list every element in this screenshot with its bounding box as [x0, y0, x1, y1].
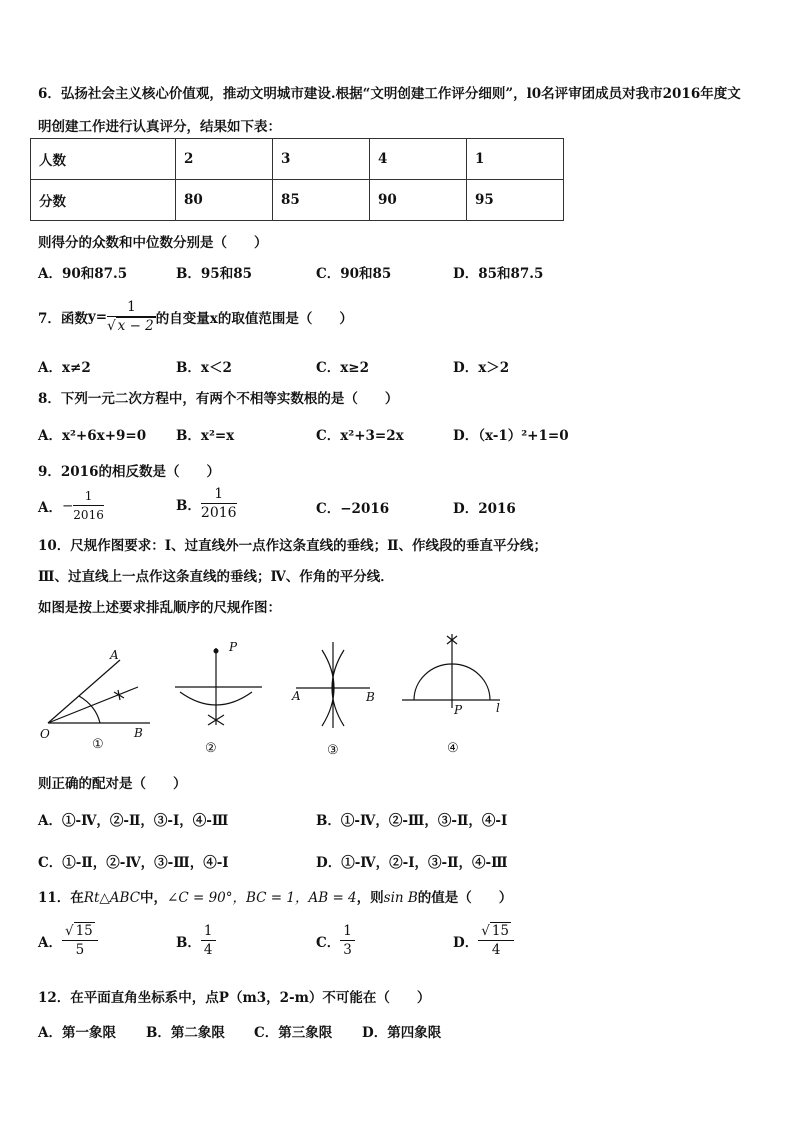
q11-mid1: 中，	[140, 890, 168, 906]
q11-opt-c-fraction	[340, 922, 355, 959]
q11-sin: sin B	[383, 890, 418, 906]
q9-opt-a-fraction	[73, 487, 104, 524]
q7-suffix: 的自变量x的取值范围是（ ）	[155, 310, 353, 327]
fig1-number: ①	[92, 737, 104, 752]
q10-option-a[interactable]: A．①-Ⅳ，②-Ⅱ，③-Ⅰ，④-Ⅲ	[38, 813, 229, 829]
q9-opt-a-sign: −	[61, 497, 74, 514]
q11-option-b[interactable]	[176, 922, 216, 959]
q7-option-c[interactable]: C．x≥2	[316, 360, 369, 376]
q10-text-line3: 如图是按上述要求排乱顺序的尺规作图：	[38, 600, 281, 616]
fig3-label-b: B	[366, 690, 375, 704]
q8-option-c[interactable]: C．x²+3=2x	[316, 428, 404, 444]
q9-opt-b-label: B．	[176, 497, 201, 514]
q7-radicand: x − 2	[117, 318, 154, 334]
q11-opt-d-num-wrap: √ 15	[478, 922, 514, 941]
fig1-cross	[114, 690, 124, 700]
q12-option-b[interactable]: B．第二象限	[146, 1025, 225, 1041]
q9-opt-a-label: A．	[38, 499, 62, 516]
q10-text-line1: 10．尺规作图要求：Ⅰ、过直线外一点作这条直线的垂线；Ⅱ、作线段的垂直平分线；	[38, 538, 547, 554]
q12-option-c[interactable]: C．第三象限	[254, 1025, 333, 1041]
q10-option-d[interactable]: D．①-Ⅳ，②-Ⅰ，③-Ⅱ，④-Ⅲ	[316, 855, 508, 871]
q11-opt-c-label: C．	[316, 934, 341, 951]
q7-question	[38, 298, 353, 335]
q11-option-c[interactable]	[316, 922, 355, 959]
table-cell: 4	[370, 139, 467, 180]
fig4-label-l: l	[496, 701, 500, 715]
q6-option-b[interactable]: B．95和85	[176, 266, 252, 282]
fig1-label-b: B	[134, 726, 143, 740]
q11-opt-a-label: A．	[38, 934, 62, 951]
q11-prefix: 11．在	[38, 890, 84, 906]
q11-option-a[interactable]	[38, 922, 98, 959]
fig3-number: ③	[327, 743, 339, 758]
table-cell: 人数	[31, 139, 176, 180]
q7-option-a[interactable]: A．x≠2	[38, 360, 91, 376]
q11-opt-b-fraction	[201, 922, 216, 959]
q10-text-line2: Ⅲ、过直线上一点作这条直线的垂线；Ⅳ、作角的平分线．	[38, 569, 394, 585]
table-cell: 80	[176, 180, 273, 221]
q12-option-a[interactable]: A．第一象限	[38, 1025, 116, 1041]
fig1-ray-oa	[48, 660, 120, 723]
table-cell: 85	[273, 180, 370, 221]
q6-text-line2: 明创建工作进行认真评分，结果如下表：	[38, 119, 281, 135]
q11-opt-c-num: 1	[340, 922, 355, 941]
q10-option-c[interactable]: C．①-Ⅱ，②-Ⅳ，③-Ⅲ，④-Ⅰ	[38, 855, 229, 871]
q8-option-b[interactable]: B．x²=x	[176, 428, 235, 444]
q9-option-d[interactable]: D．2016	[453, 501, 516, 517]
fig2-label-p: P	[229, 640, 238, 654]
q10-option-b[interactable]: B．①-Ⅳ，②-Ⅲ，③-Ⅱ，④-Ⅰ	[316, 813, 508, 829]
table-cell: 2	[176, 139, 273, 180]
q7-frac-den: √ x − 2	[107, 318, 154, 334]
q11-opt-d-num: 15	[491, 923, 510, 939]
q11-triangle: Rt△ABC	[83, 890, 141, 906]
q11-opt-a-den: 5	[75, 942, 85, 958]
fig4-label-p: P	[454, 703, 463, 717]
q6-text-line1: 6．弘扬社会主义核心价值观，推动文明城市建设.根据“文明创建工作评分细则”，l0名评审团成员对我市2016年度文	[38, 86, 741, 102]
q7-option-b[interactable]: B．x＜2	[176, 360, 232, 376]
fig1-bisector	[48, 687, 138, 723]
q7-option-d[interactable]: D．x＞2	[453, 360, 510, 376]
q9-opt-b-den: 2016	[200, 505, 237, 521]
fig2-number: ②	[205, 741, 217, 756]
q10-question: 则正确的配对是（ ）	[38, 776, 187, 792]
q11-conditions: ∠C = 90°，BC = 1，AB = 4	[167, 890, 357, 906]
fig1-label-o: O	[40, 727, 50, 741]
q7-fraction	[107, 298, 156, 335]
q11-question	[38, 886, 512, 906]
q9-option-a[interactable]	[38, 487, 104, 524]
q9-option-b[interactable]	[176, 485, 237, 522]
fig4-number: ④	[447, 741, 459, 756]
fig3-label-a: A	[292, 689, 301, 703]
q6-option-c[interactable]: C．90和85	[316, 266, 392, 282]
table-cell: 90	[370, 180, 467, 221]
fig2-point-p	[214, 649, 219, 654]
q11-opt-b-num: 1	[201, 922, 216, 941]
table-row	[31, 139, 564, 180]
q6-option-d[interactable]: D．85和87.5	[453, 266, 544, 282]
q6-question: 则得分的众数和中位数分别是（ ）	[38, 235, 268, 251]
q11-opt-a-num-wrap: √ 15	[62, 922, 98, 941]
q9-opt-b-num: 1	[201, 485, 237, 504]
fig1-label-a: A	[110, 648, 119, 662]
q8-option-d[interactable]: D．（x-1）²+1=0	[453, 428, 569, 444]
q9-question: 9．2016的相反数是（ ）	[38, 464, 220, 480]
q11-option-d[interactable]	[453, 922, 514, 959]
q9-opt-a-num: 1	[73, 487, 104, 506]
q7-frac-num: 1	[107, 298, 156, 317]
table-cell: 95	[467, 180, 564, 221]
q11-mid2: ，则	[356, 890, 384, 906]
q9-option-c[interactable]: C．−2016	[316, 501, 390, 517]
q9-opt-b-fraction	[201, 485, 237, 522]
q8-question: 8．下列一元二次方程中，有两个不相等实数根的是（ ）	[38, 391, 399, 407]
q12-option-d[interactable]: D．第四象限	[362, 1025, 442, 1041]
q11-opt-d-fraction	[478, 922, 514, 959]
q11-opt-d-label: D．	[453, 934, 479, 951]
table-cell: 3	[273, 139, 370, 180]
q11-opt-b-den: 4	[203, 942, 213, 958]
q8-option-a[interactable]: A．x²+6x+9=0	[38, 428, 147, 444]
q9-opt-a-den: 2016	[73, 508, 104, 522]
q11-opt-b-label: B．	[176, 934, 201, 951]
q11-opt-a-num: 15	[75, 923, 93, 939]
q11-opt-a-fraction	[62, 922, 98, 959]
q7-y-eq: y=	[87, 308, 108, 325]
q11-opt-d-den: 4	[491, 942, 501, 958]
q11-opt-c-den: 3	[343, 942, 352, 958]
q7-prefix: 7．函数	[38, 310, 88, 327]
q11-suffix: 的值是（ ）	[417, 890, 513, 906]
table-row	[31, 180, 564, 221]
score-table	[30, 138, 564, 221]
q12-question: 12．在平面直角坐标系中，点P（m3，2-m）不可能在（ ）	[38, 990, 431, 1006]
construction-figures	[0, 620, 794, 760]
table-cell: 分数	[31, 180, 176, 221]
q6-option-a[interactable]: A．90和87.5	[38, 266, 128, 282]
table-cell: 1	[467, 139, 564, 180]
